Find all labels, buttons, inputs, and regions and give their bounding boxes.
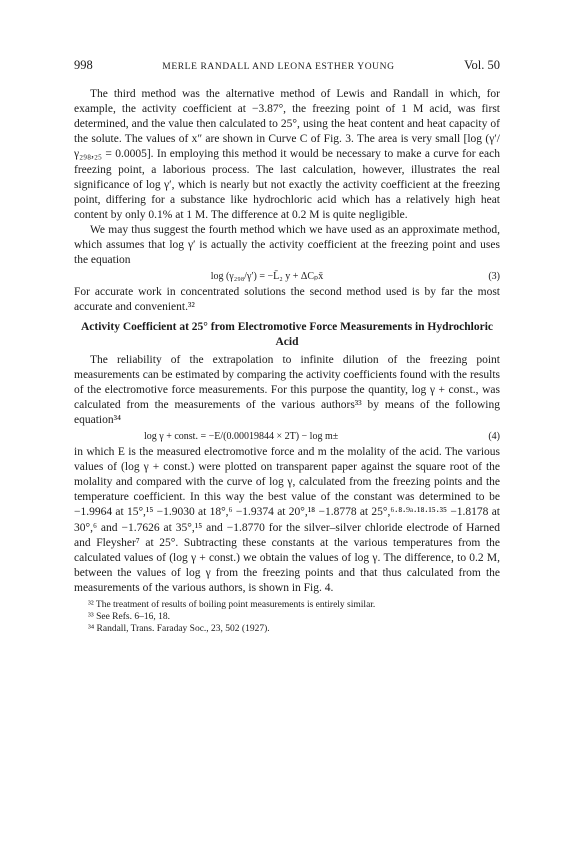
equation-4-expression: log γ + const. = −E/(0.00019844 × 2T) − log m± [144,430,339,442]
journal-page [74,58,500,636]
equation-3-expression: log (γ₂₉₈/γ′) = −L̄₂ y + ΔCₚx̄ [210,271,324,283]
paragraph-third-method: The third method was the alternative method of Lewis and Randall in which, for example, the activity coefficient at −3.87°, the freezing point of 1 M acid, was first determined, and the value then calculated to 25°, using the heat content and heat capacity of the solute. The values of x″ are shown in Curve C of Fig. 3. The area is very small [log (γ′/γ₂₉₈,₂₅ = 0.0005]. In employing this method it would be necessary to make a curve for each freezing point, a laborious process. The last calculation, however, illustrates the real significance of log γ′, which is nearly but not exactly the activity coefficient at the freezing point, differing for a substance like hydrochloric acid which has a relatively high heat content by only 0.1% at 1 M. The difference at 0.2 M is quite negligible. [74,88,500,221]
footnote-34: ³⁴ Randall, Trans. Faraday Soc., 23, 502 (1927). [88,624,270,635]
footnote-33: ³³ See Refs. 6–16, 18. [88,612,170,623]
volume-label: Vol. 50 [464,58,500,72]
section-heading: Activity Coefficient at 25° from Electromotive Force Measurements in Hydrochloric Acid [81,320,493,348]
page-number: 998 [74,58,93,72]
equation-4 [74,429,500,444]
equation-3 [74,269,500,284]
paragraph-reliability: The reliability of the extrapolation to infinite dilution of the freezing point measurements can be estimated by comparing the activity coefficients found with the results of the electromotive force measurements. For this purpose the quantity, log γ + const., was calculated from the measurements of the various authors³³ by means of the following equation³⁴ [74,353,500,426]
equation-4-number: (4) [488,430,500,442]
footnotes [74,599,500,636]
running-authors: MERLE RANDALL AND LEONA ESTHER YOUNG [162,62,395,72]
paragraph-fourth-method: We may thus suggest the fourth method which we have used as an approximate method, which assumes that log γ′ is actually the activity coefficient at the freezing point and uses the equation [74,223,500,267]
paragraph-accurate-work: For accurate work in concentrated solutions the second method used is by far the most accurate and convenient.³² [74,286,500,314]
equation-3-number: (3) [488,271,500,283]
footnote-32: ³² The treatment of results of boiling point measurements is entirely similar. [88,600,376,610]
paragraph-emf-constants: in which E is the measured electromotive force and m the molality of the acid. The various values of (log γ + const.) were plotted on transparent paper against the square root of the molality and compared with the curve of log γ, calculated from the freezing points and the temperature coefficient. In this way the best value of the constant was determined to be −1.9964 at 15°,¹⁵ −1.9030 at 18°,⁶ −1.9374 at 20°,¹⁸ −1.8778 at 25°,⁶·⁸·⁹ᵃ·¹⁸·¹⁵·³⁵ −1.8178 at 30°,⁶ and −1.7626 at 35°,¹⁵ and −1.8770 for the silver–silver chloride electrode of Harned and Fleysher⁷ at 25°. Subtracting these constants at the various temperatures from the calculated values of (log γ + const.) we obtain the values of log γ. The difference, to 0.2 M, between the values of log γ from the freezing points and that thus calculated from the measurements of the various authors, is shown in Fig. 4. [74,446,500,594]
running-header [74,58,500,75]
